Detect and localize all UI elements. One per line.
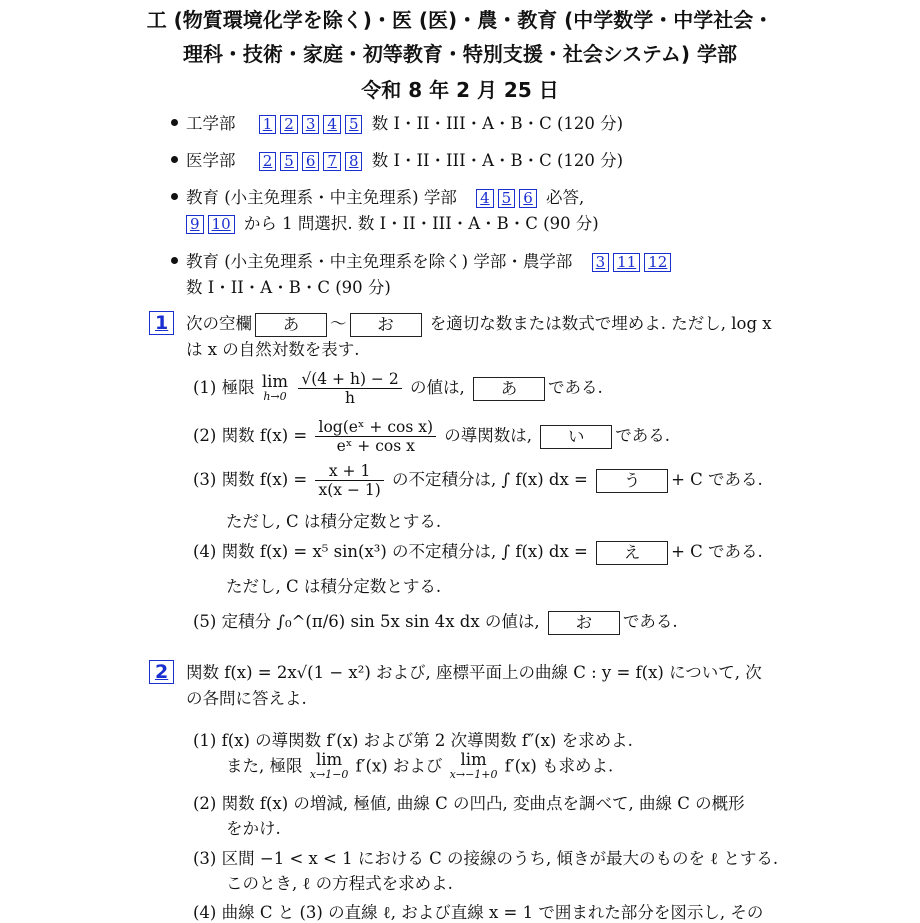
exam-header-line1: 工 (物質環境化学を除く)・医 (医)・農・教育 (中学数学・中学社会・: [146, 8, 774, 32]
blank-box-o: お: [350, 313, 422, 337]
question-link[interactable]: 5: [280, 152, 298, 171]
bullet-text: 数 I・II・III・A・B・C (120 分): [371, 151, 624, 170]
bullet-education-science: [186, 184, 584, 208]
problem2-item3: (3) 区間 −1 < x < 1 における C の接線のうち, 傾きが最大のものを ℓ とする.: [193, 849, 779, 868]
bullet-text-line2: 数 I・II・A・B・C (90 分): [186, 278, 391, 297]
question-link[interactable]: 4: [476, 189, 494, 208]
bullet-text: 数 I・II・III・A・B・C (120 分): [371, 114, 624, 133]
question-link[interactable]: 2: [280, 115, 298, 134]
exam-date: 令和 8 年 2 月 25 日: [361, 78, 559, 102]
question-link[interactable]: 8: [345, 152, 363, 171]
bullet-label: 教育 (小主免理系・中主免理系) 学部: [186, 188, 457, 207]
question-link[interactable]: 9: [186, 215, 204, 234]
problem1-item4: (4) 関数 f(x) = x⁵ sin(x³) の不定積分は, ∫ f(x) dx = え + C である.: [193, 538, 763, 565]
problem1-item3: (3) 関数 f(x) = $\frac{x + 1}{x(x - 1)}$ の不定積分は, ∫ f(x) dx = う + C である.: [193, 462, 763, 499]
question-link[interactable]: 5: [345, 115, 363, 134]
blank-box: い: [540, 425, 612, 449]
bullet-dot: [171, 156, 178, 163]
problem1-item4-note: ただし, C は積分定数とする.: [226, 577, 442, 596]
question-link[interactable]: 1: [259, 115, 277, 134]
problem2-item1: (1) f(x) の導関数 f′(x) および第 2 次導関数 f″(x) を求めよ.: [193, 731, 633, 750]
question-link[interactable]: 6: [302, 152, 320, 171]
question-link[interactable]: 4: [323, 115, 341, 134]
bullet-medicine: [186, 147, 623, 171]
problem2-item3-line2: このとき, ℓ の方程式を求めよ.: [226, 874, 453, 893]
question-link[interactable]: 11: [613, 253, 640, 272]
bullet-engineering: [186, 110, 623, 134]
problem1-item5: (5) 定積分 ∫₀^(π/6) sin 5x sin 4x dx の値は, お である.: [193, 608, 678, 635]
problem1-item3-note: ただし, C は積分定数とする.: [226, 512, 442, 531]
problem1-intro: 次の空欄 あ 〜 お を適切な数または数式で埋めよ. ただし, log x: [186, 311, 772, 337]
question-link[interactable]: 6: [519, 189, 537, 208]
question-link[interactable]: 7: [323, 152, 341, 171]
bullet-education-agriculture: [186, 248, 675, 272]
bullet-label: 工学部: [186, 114, 236, 133]
bullet-text: から 1 問選択. 数 I・II・III・A・B・C (90 分): [243, 214, 599, 233]
blank-box-a: あ: [255, 313, 327, 337]
problem2-intro-line2: の各問に答えよ.: [186, 689, 307, 708]
problem2-item2: (2) 関数 f(x) の増減, 極値, 曲線 C の凹凸, 変曲点を調べて, 曲線 C の概形: [193, 794, 745, 813]
bullet-label: 教育 (小主免理系・中主免理系を除く) 学部・農学部: [186, 252, 573, 271]
question-link[interactable]: 3: [302, 115, 320, 134]
problem1-item1: (1) 極限 lim h→0 $\frac{√(4 + h) - 2}{h}$ の値は, あ である.: [193, 370, 603, 407]
blank-box: お: [548, 611, 620, 635]
problem-number-1[interactable]: 1: [149, 311, 174, 335]
problem1-item2: (2) 関数 f(x) = $\frac{\text{log(eˣ + cos x)}}{\text{eˣ + cos x}}$ の導関数は, い である.: [193, 418, 671, 455]
blank-box: え: [596, 541, 668, 565]
question-link[interactable]: 10: [208, 215, 235, 234]
problem2-intro: 関数 f(x) = 2x√(1 − x²) および, 座標平面上の曲線 C : y = f(x) について, 次: [186, 663, 762, 682]
bullet-label: 医学部: [186, 151, 236, 170]
bullet-dot: [171, 119, 178, 126]
question-link[interactable]: 5: [498, 189, 516, 208]
exam-header-line2: 理科・技術・家庭・初等教育・特別支援・社会システム) 学部: [182, 42, 738, 66]
problem2-item4: (4) 曲線 C と (3) の直線 ℓ, および直線 x = 1 で囲まれた部分を図示し, その: [193, 903, 764, 922]
question-link[interactable]: 12: [644, 253, 671, 272]
bullet-dot: [171, 257, 178, 264]
problem-number-2[interactable]: 2: [149, 660, 174, 684]
blank-box: あ: [473, 377, 545, 401]
bullet-text: 必答,: [546, 188, 585, 207]
blank-box: う: [596, 469, 668, 493]
problem2-item2-line2: をかけ.: [226, 819, 281, 838]
question-link[interactable]: 3: [592, 253, 610, 272]
problem1-intro-line2: は x の自然対数を表す.: [186, 340, 360, 359]
bullet-dot: [171, 193, 178, 200]
problem2-item1-line2: また, 極限 lim x→1−0 f′(x) および lim x→−1+0 f′(x) も求めよ.: [226, 750, 614, 781]
question-link[interactable]: 2: [259, 152, 277, 171]
bullet-education-science-cont: [186, 210, 599, 234]
